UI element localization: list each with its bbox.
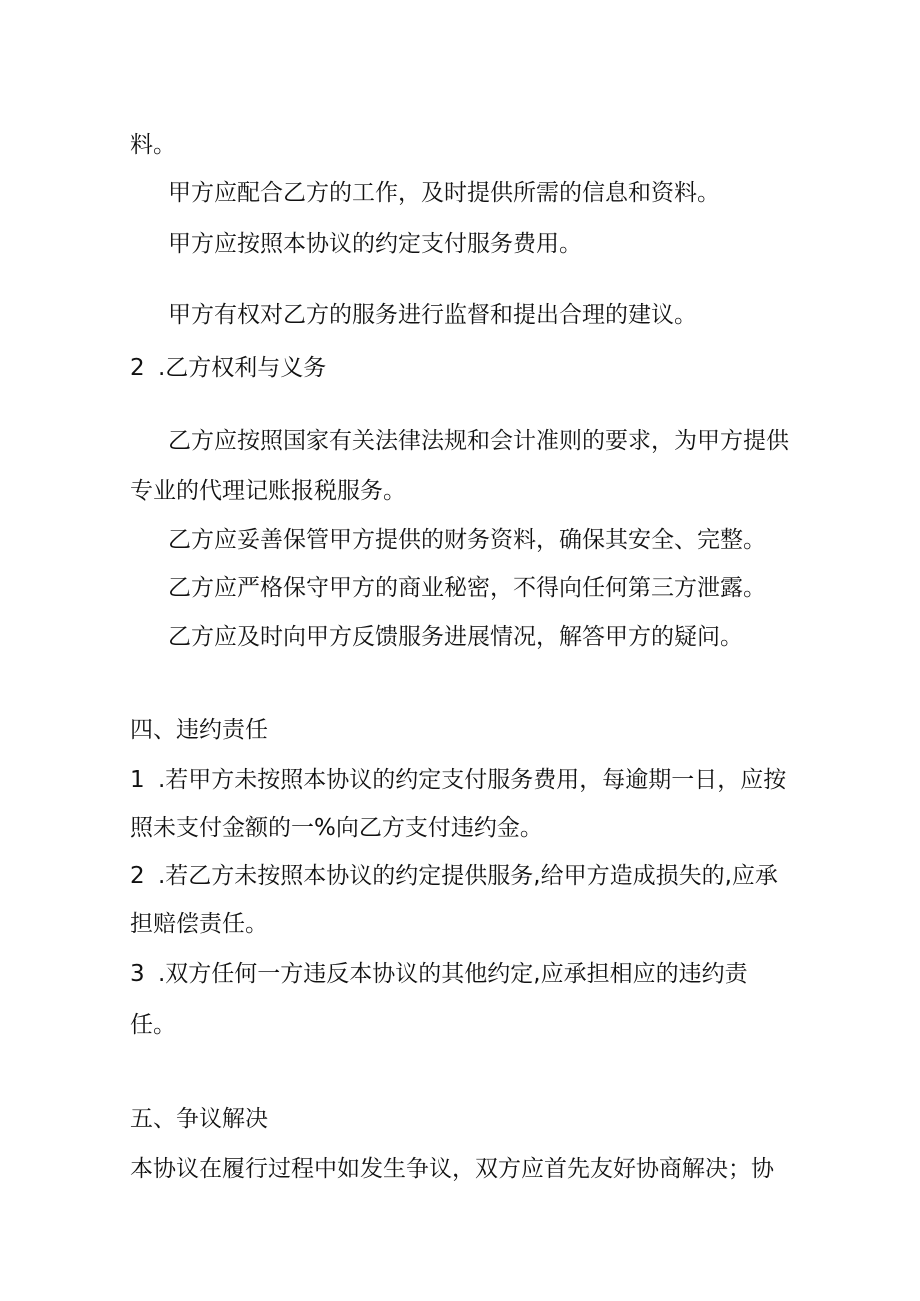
party-a-obligation-pay: 甲方应按照本协议的约定支付服务费用。 [168, 231, 582, 257]
party-b-obligation-confidentiality: 乙方应严格保守甲方的商业秘密，不得向任何第三方泄露。 [168, 575, 766, 601]
clause-text: .双方任何一方违反本协议的其他约定,应承担相应的违约责 [158, 961, 748, 987]
section-heading-party-b [130, 353, 326, 383]
party-a-obligation-cooperate: 甲方应配合乙方的工作，及时提供所需的信息和资料。 [168, 180, 720, 206]
clause-number: 3 [130, 961, 145, 987]
party-b-obligation-safekeeping: 乙方应妥善保管甲方提供的财务资料，确保其安全、完整。 [168, 527, 766, 553]
section-title: .乙方权利与义务 [158, 355, 327, 381]
breach-clause-2-line2: 担赔偿责任。 [130, 911, 268, 937]
breach-clause-2-line1 [130, 861, 778, 891]
party-b-obligation-line1: 乙方应按照国家有关法律法规和会计准则的要求，为甲方提供 [168, 428, 789, 454]
section-heading-breach: 四、违约责任 [130, 717, 268, 743]
clause-text: .若乙方未按照本协议的约定提供服务,给甲方造成损失的,应承 [158, 863, 778, 889]
section-number: 2 [130, 355, 145, 381]
party-b-obligation-feedback: 乙方应及时向甲方反馈服务进展情况，解答甲方的疑问。 [168, 624, 743, 650]
party-b-obligation-line2: 专业的代理记账报税服务。 [130, 478, 406, 504]
clause-number: 1 [130, 767, 145, 793]
clause-number: 2 [130, 863, 145, 889]
dispute-clause-line1: 本协议在履行过程中如发生争议，双方应首先友好协商解决；协 [130, 1156, 774, 1182]
paragraph-continuation: 料。 [130, 132, 176, 158]
breach-clause-1-line1 [130, 765, 786, 795]
breach-clause-1-line2: 照未支付金额的一%向乙方支付违约金。 [130, 815, 543, 841]
section-heading-dispute: 五、争议解决 [130, 1106, 268, 1132]
breach-clause-3-line2: 任。 [130, 1012, 176, 1038]
breach-clause-3-line1 [130, 959, 748, 989]
clause-text: .若甲方未按照本协议的约定支付服务费用，每逾期一日，应按 [158, 767, 787, 793]
party-a-right-supervise: 甲方有权对乙方的服务进行监督和提出合理的建议。 [168, 302, 697, 328]
